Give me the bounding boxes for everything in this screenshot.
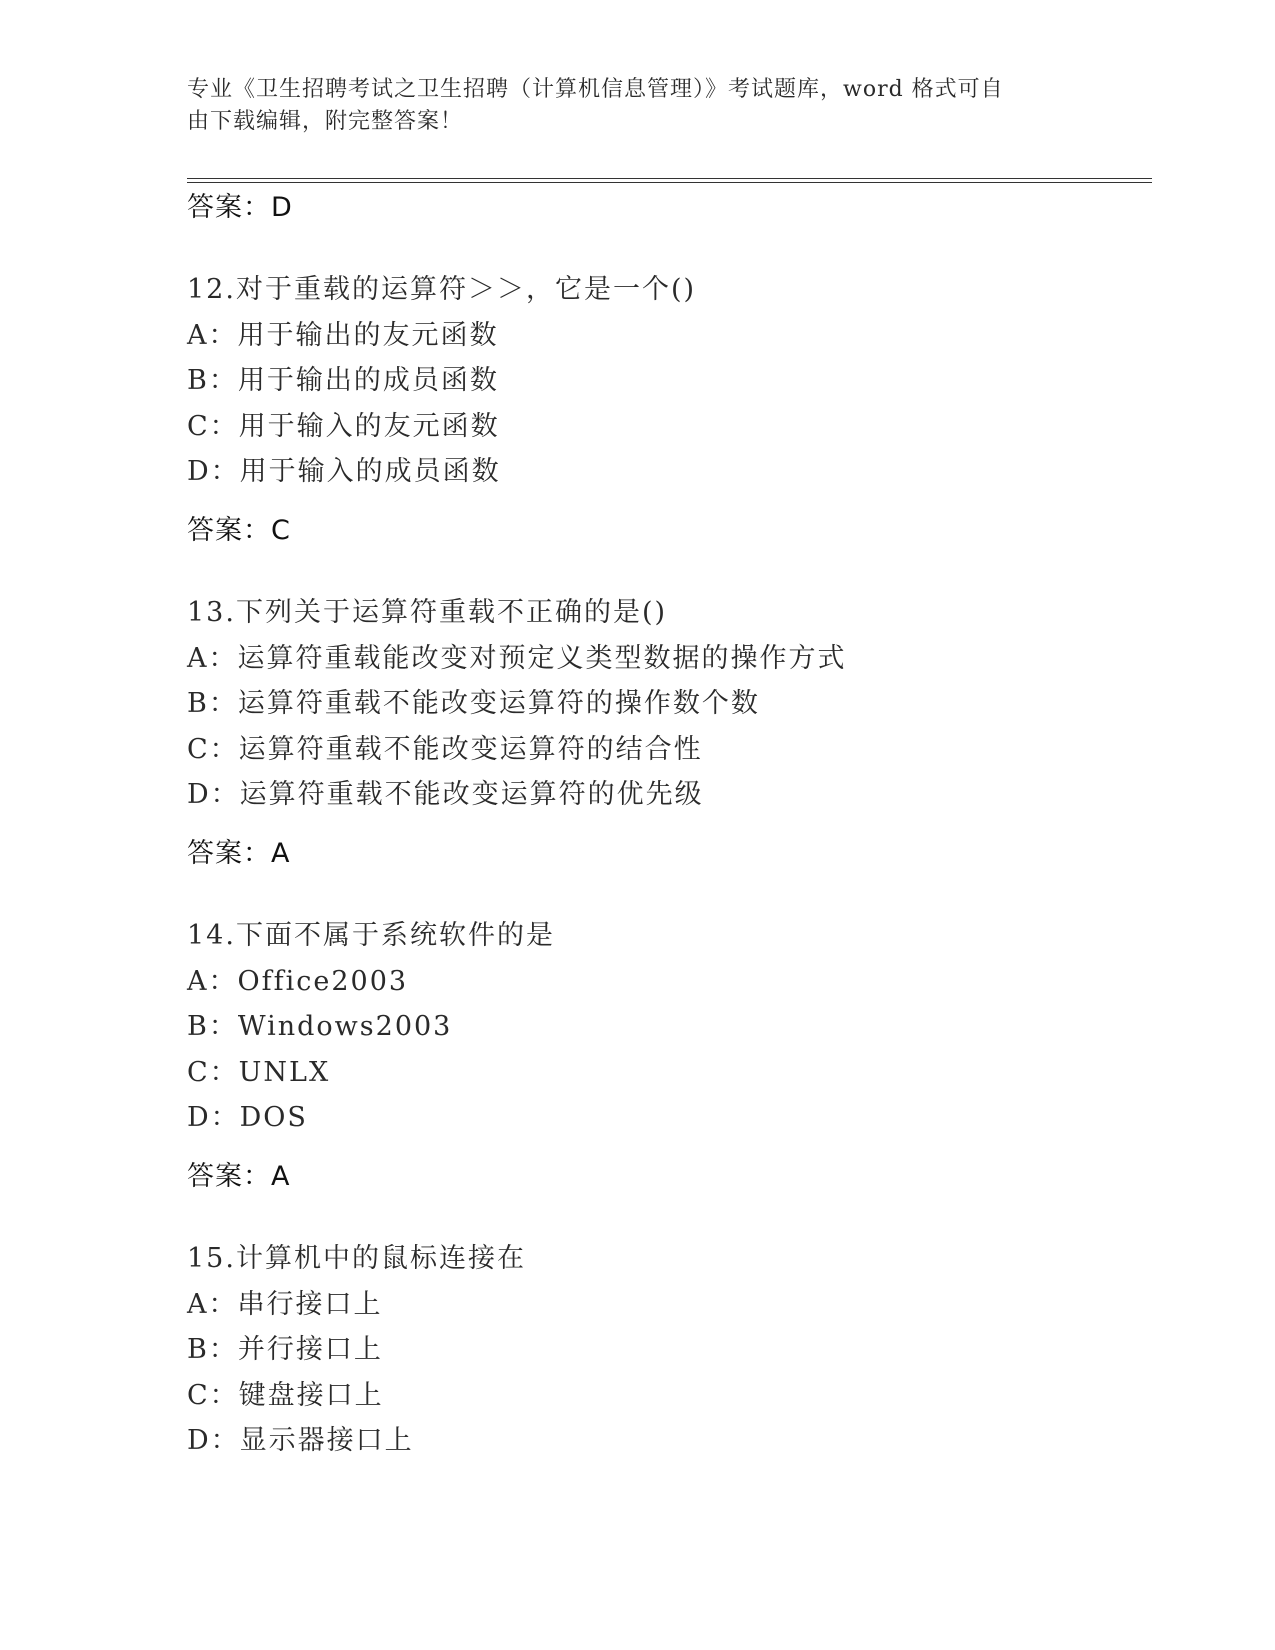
answer-q12: 答案：C [187, 515, 291, 546]
header-divider-bottom [187, 182, 1152, 183]
option-c: C：用于输入的友元函数 [187, 410, 500, 442]
option-b: B：运算符重载不能改变运算符的操作数个数 [187, 688, 760, 719]
option-c: C：运算符重载不能改变运算符的结合性 [187, 733, 703, 765]
answer-q13: 答案：A [187, 838, 291, 869]
question-stem: 12.对于重载的运算符＞＞，它是一个() [187, 274, 697, 305]
option-b: B：并行接口上 [187, 1334, 383, 1365]
option-a: A：运算符重载能改变对预定义类型数据的操作方式 [187, 642, 847, 674]
header-line-2: 由下载编辑，附完整答案！ [187, 109, 464, 134]
question-14 [187, 913, 555, 1141]
answer-q14: 答案：A [187, 1161, 291, 1192]
option-c: C：键盘接口上 [187, 1379, 384, 1411]
option-a: A：Office2003 [187, 965, 409, 997]
question-13 [187, 590, 847, 818]
document-header [187, 74, 1067, 138]
header-divider-top [187, 178, 1152, 179]
question-stem: 14.下面不属于系统软件的是 [187, 920, 555, 951]
option-a: A：串行接口上 [187, 1288, 383, 1320]
answer-q11: 答案：D [187, 192, 293, 223]
question-stem: 15.计算机中的鼠标连接在 [187, 1243, 526, 1274]
option-a: A：用于输出的友元函数 [187, 319, 499, 351]
header-line-1: 专业《卫生招聘考试之卫生招聘（计算机信息管理）》考试题库，word 格式可自 [187, 77, 1004, 102]
option-d: D：DOS [187, 1102, 308, 1133]
option-d: D：显示器接口上 [187, 1425, 414, 1456]
option-c: C：UNLX [187, 1056, 331, 1088]
question-12 [187, 267, 696, 495]
option-b: B：Windows2003 [187, 1011, 453, 1042]
question-15 [187, 1236, 526, 1464]
option-d: D：用于输入的成员函数 [187, 456, 501, 487]
option-b: B：用于输出的成员函数 [187, 365, 499, 396]
option-d: D：运算符重载不能改变运算符的优先级 [187, 779, 704, 810]
question-stem: 13.下列关于运算符重载不正确的是() [187, 597, 668, 628]
